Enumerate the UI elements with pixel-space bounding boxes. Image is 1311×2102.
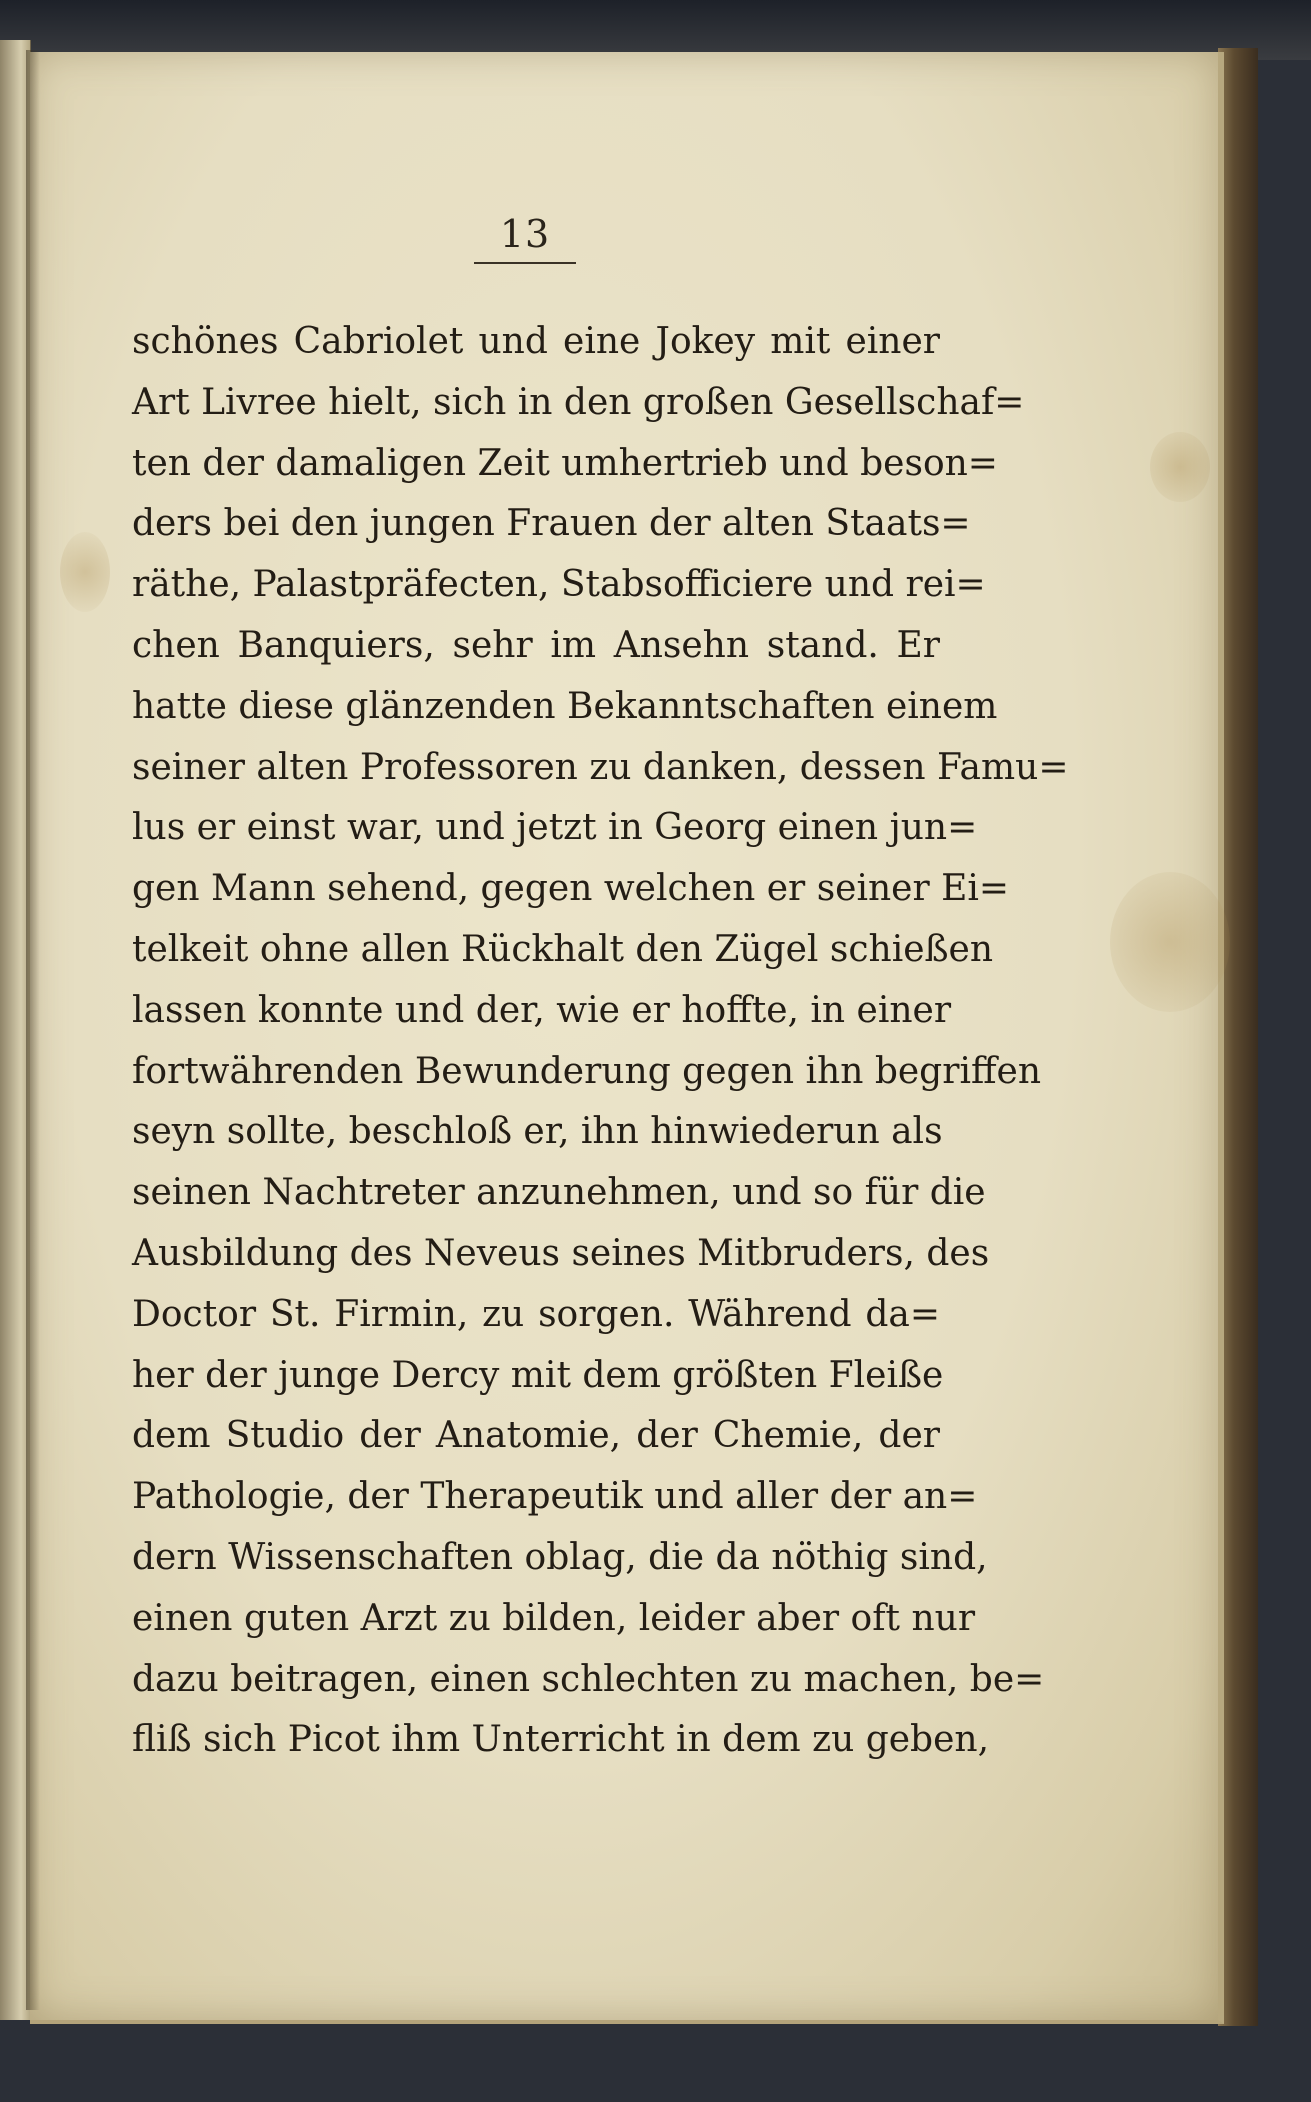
background-top [0,0,1311,60]
paper-stain [60,532,110,612]
text-line: Art Livree hielt, sich in den großen Gesellschaf= [132,381,1025,423]
text-line: Ausbildung des Neveus seines Mitbruders, des [132,1232,990,1274]
text-line: seiner alten Professoren zu danken, dessen Famu= [132,746,1069,788]
text-line: Pathologie, der Therapeutik und aller der an= [132,1476,978,1518]
text-line: gen Mann sehend, gegen welchen er seiner Ei= [132,868,1010,910]
text-line: her der junge Dercy mit dem größten Fleiße [132,1354,944,1396]
text-line: lassen konnte und der, wie er hoffte, in einer [132,989,952,1031]
paper-stain [1110,872,1230,1012]
paper-stain [1150,432,1210,502]
text-line: Doctor St. Firmin, zu sorgen. Während da= [132,1293,940,1335]
text-line: schönes Cabriolet und eine Jokey mit einer [132,321,940,362]
text-line: dern Wissenschaften oblag, die da nöthig sind, [132,1536,988,1578]
page-number: 13 [499,212,551,256]
book-edge [1218,48,1258,2026]
spine-shadow [26,50,40,2010]
text-line: dazu beitragen, einen schlechten zu machen, be= [132,1658,1045,1700]
text-line: lus er einst war, und jetzt in Georg einen jun= [132,807,978,849]
text-line: chen Banquiers, sehr im Ansehn stand. Er [132,624,940,666]
text-line: einen guten Arzt zu bilden, leider aber oft nur [132,1597,976,1639]
text-line: fliß sich Picot ihm Unterricht in dem zu geben, [132,1719,990,1761]
text-line: hatte diese glänzenden Bekanntschaften einem [132,685,998,727]
text-line: räthe, Palastpräfecten, Stabsofficiere und rei= [132,564,986,606]
text-line: seinen Nachtreter anzunehmen, und so für die [132,1172,986,1214]
body-text [132,312,1069,1771]
page-number-rule [474,262,576,264]
text-line: ders bei den jungen Frauen der alten Staats= [132,503,971,545]
text-line: seyn sollte, beschloß er, ihn hinwiederun als [132,1111,943,1153]
text-line: dem Studio der Anatomie, der Chemie, der [132,1415,940,1457]
text-line: ten der damaligen Zeit umhertrieb und beson= [132,442,998,484]
text-line: telkeit ohne allen Rückhalt den Zügel schießen [132,928,994,970]
text-line: fortwährenden Bewunderung gegen ihn begriffen [132,1050,1042,1092]
